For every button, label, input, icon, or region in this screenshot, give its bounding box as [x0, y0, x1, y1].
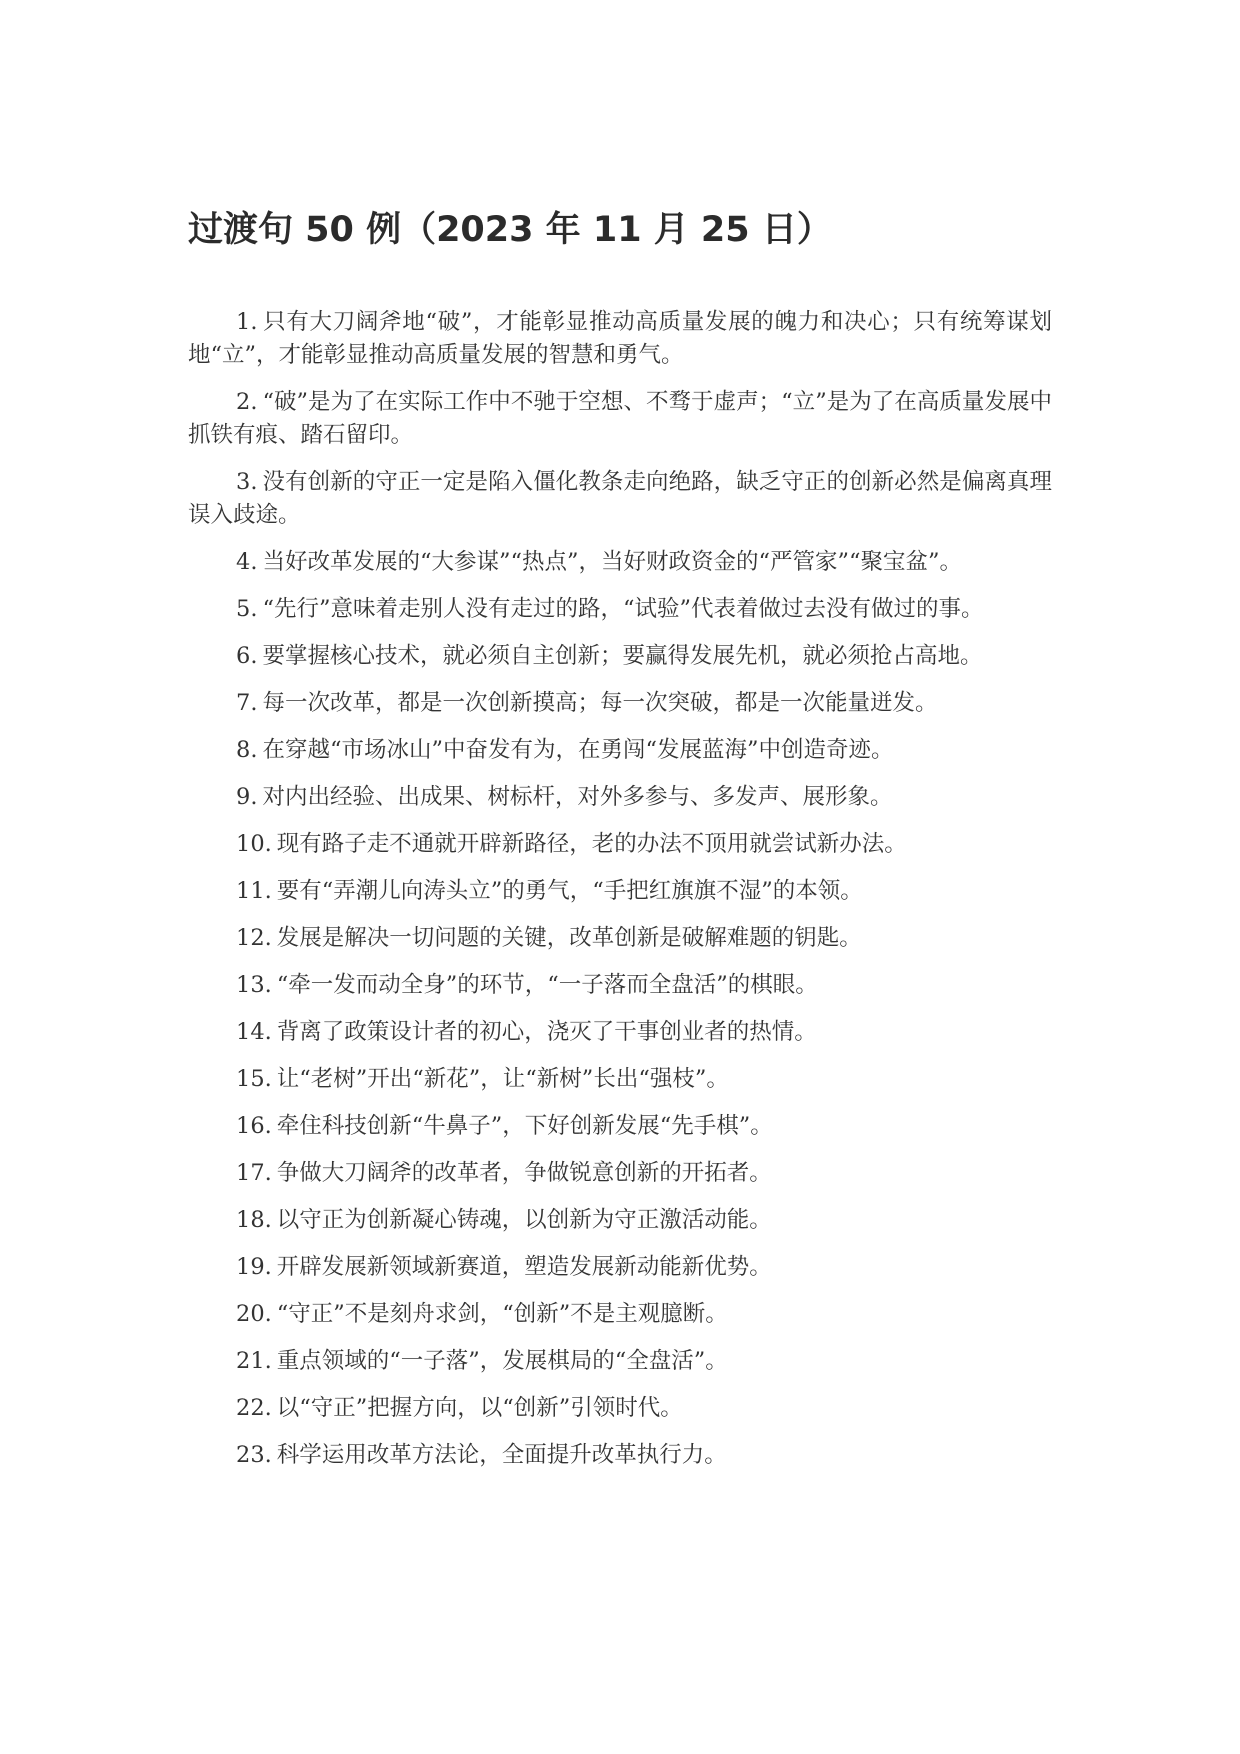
item-text: 让“老树”开出“新花”，让“新树”长出“强枝”。 [276, 1066, 729, 1092]
list-item [188, 593, 1052, 626]
list-item [188, 466, 1052, 532]
item-text: “先行”意味着走别人没有走过的路，“试验”代表着做过去没有做过的事。 [262, 596, 984, 622]
item-text: 牵住科技创新“牛鼻子”，下好创新发展“先手棋”。 [276, 1113, 773, 1139]
item-number: 15. [236, 1066, 272, 1092]
document-title: 过渡句 50 例（2023 年 11 月 25 日） [188, 210, 832, 250]
list-item [188, 640, 1052, 673]
list-item [188, 1157, 1052, 1190]
item-number: 18. [236, 1207, 272, 1233]
list-item [188, 1345, 1052, 1378]
item-number: 1. [236, 309, 258, 335]
item-number: 23. [236, 1442, 272, 1468]
item-text: “牵一发而动全身”的环节，“一子落而全盘活”的棋眼。 [276, 972, 818, 998]
item-text: 要掌握核心技术，就必须自主创新；要赢得发展先机，就必须抢占高地。 [262, 643, 983, 669]
list-item [188, 1439, 1052, 1472]
item-text: 现有路子走不通就开辟新路径，老的办法不顶用就尝试新办法。 [276, 831, 907, 857]
item-number: 7. [236, 690, 258, 716]
list-item [188, 687, 1052, 720]
list-item [188, 1016, 1052, 1049]
list-item [188, 1298, 1052, 1331]
item-text: 重点领域的“一子落”，发展棋局的“全盘活”。 [276, 1348, 728, 1374]
list-item [188, 1251, 1052, 1284]
item-text: 背离了政策设计者的初心，浇灭了干事创业者的热情。 [276, 1019, 817, 1045]
item-text: 当好改革发展的“大参谋”“热点”，当好财政资金的“严管家”“聚宝盆”。 [262, 549, 962, 575]
list-item [188, 386, 1052, 452]
item-text: 开辟发展新领域新赛道，塑造发展新动能新优势。 [276, 1254, 772, 1280]
item-text: 没有创新的守正一定是陷入僵化教条走向绝路，缺乏守正的创新必然是偏离真理误入歧途。 [188, 469, 1052, 528]
item-number: 16. [236, 1113, 272, 1139]
item-number: 8. [236, 737, 258, 763]
item-number: 12. [236, 925, 272, 951]
sentence-list [188, 306, 1052, 1486]
item-text: 在穿越“市场冰山”中奋发有为，在勇闯“发展蓝海”中创造奇迹。 [262, 737, 894, 763]
item-number: 14. [236, 1019, 272, 1045]
item-text: 以“守正”把握方向，以“创新”引领时代。 [276, 1395, 683, 1421]
item-number: 4. [236, 549, 258, 575]
item-text: 以守正为创新凝心铸魂，以创新为守正激活动能。 [276, 1207, 772, 1233]
list-item [188, 922, 1052, 955]
item-number: 22. [236, 1395, 272, 1421]
list-item [188, 969, 1052, 1002]
list-item [188, 875, 1052, 908]
item-number: 9. [236, 784, 258, 810]
item-text: “破”是为了在实际工作中不驰于空想、不骛于虚声；“立”是为了在高质量发展中抓铁有痕、踏石留印。 [188, 389, 1052, 448]
item-text: 每一次改革，都是一次创新摸高；每一次突破，都是一次能量迸发。 [262, 690, 938, 716]
item-number: 5. [236, 596, 258, 622]
item-text: “守正”不是刻舟求剑，“创新”不是主观臆断。 [276, 1301, 728, 1327]
item-number: 3. [236, 469, 258, 495]
item-number: 20. [236, 1301, 272, 1327]
item-text: 对内出经验、出成果、树标杆，对外多参与、多发声、展形象。 [262, 784, 893, 810]
list-item [188, 828, 1052, 861]
item-number: 2. [236, 389, 258, 415]
list-item [188, 306, 1052, 372]
item-number: 10. [236, 831, 272, 857]
list-item [188, 734, 1052, 767]
item-number: 21. [236, 1348, 272, 1374]
item-number: 6. [236, 643, 258, 669]
item-text: 科学运用改革方法论，全面提升改革执行力。 [276, 1442, 727, 1468]
list-item [188, 1204, 1052, 1237]
item-number: 13. [236, 972, 272, 998]
list-item [188, 1063, 1052, 1096]
item-text: 要有“弄潮儿向涛头立”的勇气，“手把红旗旗不湿”的本领。 [276, 878, 863, 904]
item-number: 17. [236, 1160, 272, 1186]
item-text: 发展是解决一切问题的关键，改革创新是破解难题的钥匙。 [276, 925, 862, 951]
list-item [188, 781, 1052, 814]
item-text: 只有大刀阔斧地“破”，才能彰显推动高质量发展的魄力和决心；只有统筹谋划地“立”，才能彰显推动高质量发展的智慧和勇气。 [188, 309, 1052, 368]
item-text: 争做大刀阔斧的改革者，争做锐意创新的开拓者。 [276, 1160, 772, 1186]
list-item [188, 1392, 1052, 1425]
item-number: 19. [236, 1254, 272, 1280]
list-item [188, 1110, 1052, 1143]
list-item [188, 546, 1052, 579]
item-number: 11. [236, 878, 272, 904]
